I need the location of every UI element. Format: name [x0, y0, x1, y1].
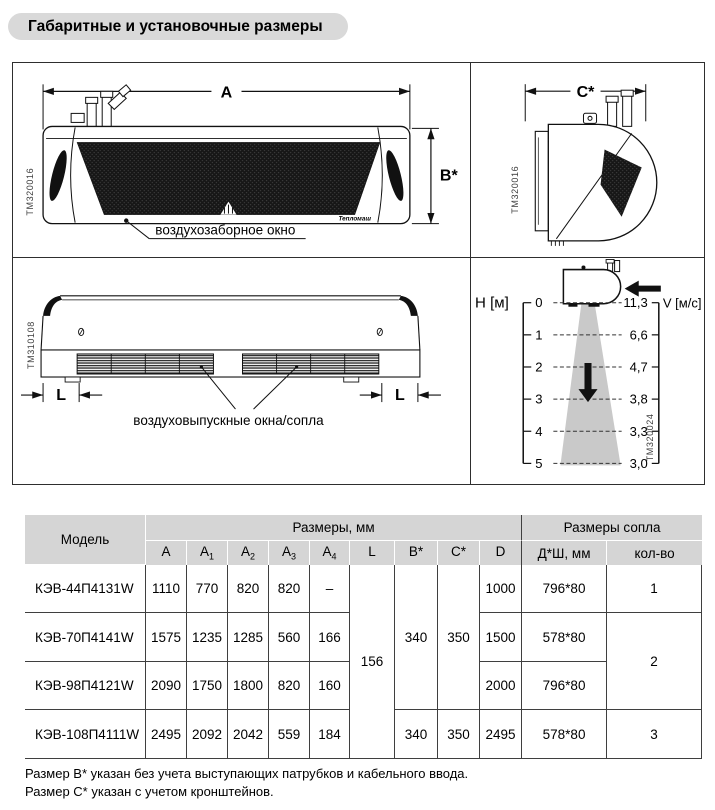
dim-cell: –	[310, 565, 350, 613]
dim-cell: 2090	[146, 662, 187, 710]
dim-cell: 1500	[480, 613, 522, 662]
dimension-drawings-panel	[12, 62, 705, 485]
v-tick-2: 4,7	[629, 359, 648, 375]
side-view-cell	[471, 63, 704, 258]
h-tick-4: 4	[535, 423, 543, 439]
v-tick-1: 6,6	[629, 327, 648, 343]
dim-cell: 2042	[228, 710, 269, 759]
air-curtain-icon	[563, 260, 620, 307]
dim-cell: 340	[395, 710, 438, 759]
model-cell: КЭВ-70П4141W	[25, 613, 146, 662]
model-cell: КЭВ-98П4121W	[25, 662, 146, 710]
dim-cell: 1110	[146, 565, 187, 613]
dim-cell: 1575	[146, 613, 187, 662]
footnote-b: Размер B* указан без учета выступающих патрубков и кабельного ввода.	[25, 766, 469, 781]
dim-cell-c-merged: 350	[438, 565, 480, 710]
intake-callout-text: воздухозаборное окно	[155, 222, 296, 238]
v-tick-0: 11,3	[623, 295, 648, 311]
header-dims-group: Размеры, мм	[146, 515, 522, 541]
page-title: Габаритные и установочные размеры	[28, 17, 323, 35]
h-tick-2: 2	[535, 359, 543, 375]
front-view-cell	[13, 63, 471, 258]
footnotes	[25, 765, 468, 800]
header-nozzle-group: Размеры сопла	[522, 515, 702, 541]
dim-cell: 770	[187, 565, 228, 613]
dim-cell: 2000	[480, 662, 522, 710]
dimension-b	[412, 128, 459, 223]
header-col-l: L	[350, 541, 395, 565]
dim-cell: 2495	[146, 710, 187, 759]
dim-l-right-label: L	[394, 386, 405, 405]
air-curtain-side	[535, 124, 657, 246]
dim-cell-b-merged: 340	[395, 565, 438, 710]
nozzle-cell: 578*80	[522, 710, 607, 759]
dim-l-left-label: L	[56, 386, 67, 405]
footnote-c: Размер C* указан с учетом кронштейнов.	[25, 783, 274, 799]
drawing-code-front: TM320016	[25, 167, 36, 216]
header-col-b: B*	[395, 541, 438, 565]
dim-cell: 166	[310, 613, 350, 662]
drawing-code-bottom: TM310108	[26, 321, 37, 369]
v-tick-4: 3,3	[629, 423, 648, 439]
dimension-a	[43, 79, 410, 129]
height-axis	[475, 295, 543, 471]
dim-cell: 820	[228, 565, 269, 613]
dim-cell: 1000	[480, 565, 522, 613]
dim-cell: 559	[269, 710, 310, 759]
dim-cell: 2495	[480, 710, 522, 759]
velocity-axis	[623, 295, 701, 471]
velocity-chart-drawing	[471, 258, 704, 484]
qty-cell: 1	[607, 565, 702, 613]
h-tick-3: 3	[535, 391, 543, 407]
dim-c-label: C*	[576, 83, 595, 102]
h-tick-0: 0	[535, 295, 543, 311]
side-view-drawing	[471, 63, 704, 257]
header-col-a2: $A_2$	[228, 541, 269, 565]
dim-cell: 1800	[228, 662, 269, 710]
dim-cell: 820	[269, 565, 310, 613]
header-col-a3: $A_3$	[269, 541, 310, 565]
brand-mark: Тепломаш	[338, 215, 371, 223]
dim-cell: 2092	[187, 710, 228, 759]
nozzle-cell: 796*80	[522, 662, 607, 710]
outlet-callout-text: воздуховыпускные окна/сопла	[133, 413, 324, 429]
dim-cell: 1235	[187, 613, 228, 662]
nozzle-cell: 578*80	[522, 613, 607, 662]
nozzle-cell: 796*80	[522, 565, 607, 613]
v-tick-3: 3,8	[629, 391, 648, 407]
dim-cell: 1285	[228, 613, 269, 662]
dim-cell: 160	[310, 662, 350, 710]
h-tick-1: 1	[535, 327, 543, 343]
header-col-a1: $A_1$	[187, 541, 228, 565]
dim-cell: 350	[438, 710, 480, 759]
dim-cell: 820	[269, 662, 310, 710]
model-cell: КЭВ-44П4131W	[25, 565, 146, 613]
dimensions-table	[25, 515, 702, 759]
velocity-axis-label: V [м/с]	[662, 295, 702, 311]
drawing-code-side: TM320016	[510, 165, 521, 214]
bottom-view-cell	[13, 258, 471, 484]
dimension-l-left	[21, 383, 102, 404]
model-cell: КЭВ-108П4111W	[25, 710, 146, 759]
dim-b-label: B*	[439, 166, 458, 185]
bottom-view-drawing	[13, 258, 470, 484]
dim-cell: 184	[310, 710, 350, 759]
header-col-qty: кол-во	[607, 541, 702, 565]
dim-a-label: A	[220, 83, 233, 102]
drawing-code-chart: TM320024	[644, 413, 655, 462]
section-title-pill	[8, 13, 348, 40]
dim-cell-l-merged: 156	[350, 565, 395, 759]
h-tick-5: 5	[535, 455, 543, 471]
velocity-chart-cell	[471, 258, 704, 484]
dimension-l-right	[360, 383, 441, 404]
header-model: Модель	[25, 515, 146, 565]
header-col-nozzle-size: Д*Ш, мм	[522, 541, 607, 565]
height-axis-label: H [м]	[475, 294, 509, 312]
front-view-drawing	[13, 63, 470, 257]
v-tick-5: 3,0	[629, 455, 648, 471]
air-curtain-bottom	[41, 296, 420, 382]
qty-cell: 3	[607, 710, 702, 759]
header-col-d: D	[480, 541, 522, 565]
table-group-header-row	[25, 515, 702, 541]
header-col-a: A	[146, 541, 187, 565]
qty-cell-merged: 2	[607, 613, 702, 710]
table-row	[25, 565, 702, 613]
dim-cell: 1750	[187, 662, 228, 710]
header-col-a4: $A_4$	[310, 541, 350, 565]
header-col-c: C*	[438, 541, 480, 565]
dim-cell: 560	[269, 613, 310, 662]
air-curtain-front	[43, 126, 410, 223]
